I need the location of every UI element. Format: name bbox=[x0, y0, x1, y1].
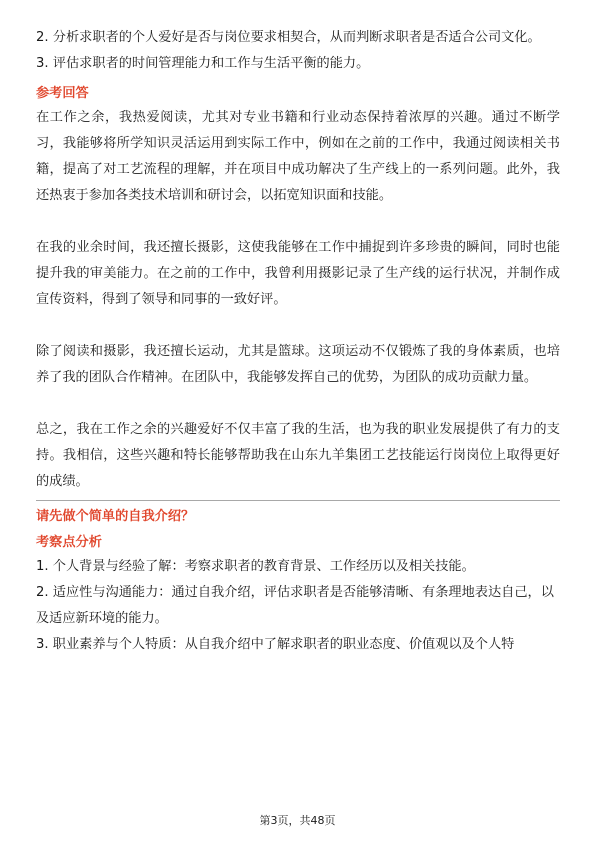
list-item: 1. 个人背景与经验了解：考察求职者的教育背景、工作经历以及相关技能。 bbox=[36, 559, 475, 574]
answer-paragraph: 在工作之余，我热爱阅读，尤其对专业书籍和行业动态保持着浓厚的兴趣。通过不断学习，我能够将所学知识灵活运用到实际工作中，例如在之前的工作中，我通过阅读相关书籍，提高了对工艺流程的理解，并在项目中成功解决了生产线上的一系列问题。此外，我还热衷于参加各类技术培训和研讨会，以拓宽知识面和技能。 bbox=[36, 110, 560, 203]
reference-answer-heading: 参考回答 bbox=[36, 86, 89, 101]
answer-paragraph: 总之，我在工作之余的兴趣爱好不仅丰富了我的生活，也为我的职业发展提供了有力的支持。我相信，这些兴趣和特长能够帮助我在山东九羊集团工艺技能运行岗岗位上取得更好的成绩。 bbox=[36, 422, 560, 489]
analysis-heading: 考察点分析 bbox=[36, 535, 102, 550]
list-item: 3. 评估求职者的时间管理能力和工作与生活平衡的能力。 bbox=[36, 56, 370, 71]
page-content bbox=[36, 25, 560, 658]
list-item: 2. 分析求职者的个人爱好是否与岗位要求相契合，从而判断求职者是否适合公司文化。 bbox=[36, 30, 541, 45]
paragraph-gap bbox=[36, 391, 560, 417]
question-title: 请先做个简单的自我介绍？ bbox=[36, 509, 195, 524]
list-item: 3. 职业素养与个人特质：从自我介绍中了解求职者的职业态度、价值观以及个人特 bbox=[36, 637, 515, 652]
answer-paragraph: 在我的业余时间，我还擅长摄影，这使我能够在工作中捕捉到许多珍贵的瞬间，同时也能提升我的审美能力。在之前的工作中，我曾利用摄影记录了生产线的运行状况，并制作成宣传资料，得到了领导和同事的一致好评。 bbox=[36, 240, 560, 307]
section-divider bbox=[36, 500, 560, 501]
paragraph-gap bbox=[36, 313, 560, 339]
answer-paragraph: 除了阅读和摄影，我还擅长运动，尤其是篮球。这项运动不仅锻炼了我的身体素质，也培养了我的团队合作精神。在团队中，我能够发挥自己的优势，为团队的成功贡献力量。 bbox=[36, 344, 560, 385]
paragraph-gap bbox=[36, 209, 560, 235]
page-number: 第3页，共48页 bbox=[259, 814, 336, 827]
list-item: 2. 适应性与沟通能力：通过自我介绍，评估求职者是否能够清晰、有条理地表达自己，以及适应新环境的能力。 bbox=[36, 585, 554, 626]
